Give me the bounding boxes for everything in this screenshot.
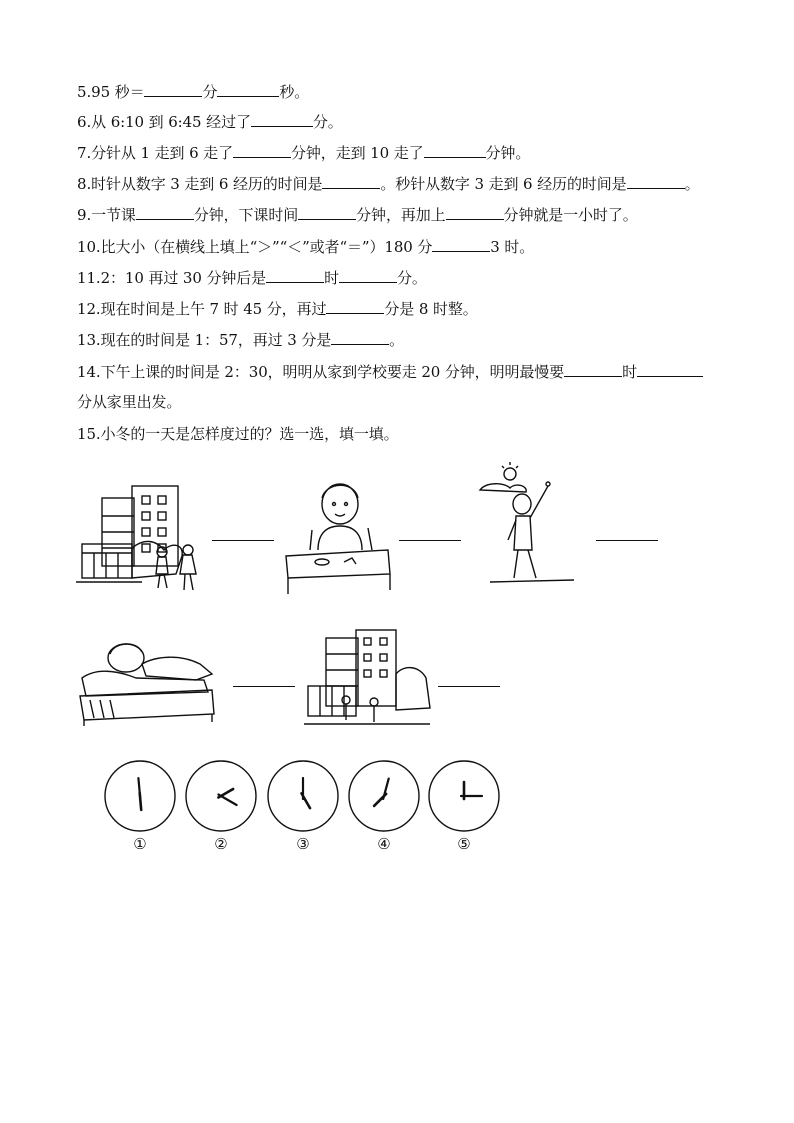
clock-2 — [183, 758, 259, 834]
scene-eating-at-table — [282, 478, 392, 596]
clock-5 — [426, 758, 502, 834]
question-14: 14.下午上课的时间是 2：30，明明从家到学校要走 20 分钟，明明最慢要 时 — [77, 362, 734, 382]
question-13: 13.现在的时间是 1：57，再过 3 分是 。 — [77, 331, 405, 349]
answer-blank[interactable] — [298, 205, 356, 220]
clock-label: ② — [214, 835, 228, 853]
answer-blank[interactable] — [136, 205, 194, 220]
scene-morning-exercise — [474, 460, 584, 588]
question-14-continued: 分从家里出发。 — [77, 393, 182, 411]
answer-line[interactable] — [399, 540, 461, 541]
answer-line[interactable] — [596, 540, 658, 541]
answer-blank[interactable] — [432, 237, 490, 252]
scene-leaving-school — [300, 624, 434, 736]
question-6: 6.从 6:10 到 6:45 经过了 分。 — [77, 113, 343, 131]
answer-blank[interactable] — [326, 299, 384, 314]
clock-label: ① — [133, 835, 147, 853]
scene-going-to-school — [72, 478, 210, 596]
answer-blank[interactable] — [331, 330, 389, 345]
clock-label: ④ — [377, 835, 391, 853]
answer-line[interactable] — [212, 540, 274, 541]
clock-3 — [265, 758, 341, 834]
answer-blank[interactable] — [144, 82, 202, 97]
answer-blank[interactable] — [339, 268, 397, 283]
clock-label: ⑤ — [457, 835, 471, 853]
answer-line[interactable] — [233, 686, 295, 687]
question-8: 8.时针从数字 3 走到 6 经历的时间是 。秒针从数字 3 走到 6 经历的时间是 。 — [77, 175, 700, 193]
answer-blank[interactable] — [251, 112, 313, 127]
answer-blank[interactable] — [637, 362, 703, 377]
question-10: 10.比大小（在横线上填上“＞”“＜”或者“＝”）180 分 3 时。 — [77, 238, 535, 256]
question-7: 7.分针从 1 走到 6 走了 分钟，走到 10 走了 分钟。 — [77, 144, 531, 162]
clock-4 — [346, 758, 422, 834]
question-11: 11.2：10 再过 30 分钟后是 时 分。 — [77, 269, 427, 287]
scene-sleeping-in-bed — [76, 634, 228, 728]
answer-blank[interactable] — [564, 362, 622, 377]
answer-blank[interactable] — [266, 268, 324, 283]
clock-2-minute-hand — [218, 795, 236, 806]
answer-line[interactable] — [438, 686, 500, 687]
question-9: 9.一节课 分钟，下课时间 分钟，再加上 分钟就是一小时了。 — [77, 206, 638, 224]
answer-blank[interactable] — [446, 205, 504, 220]
question-12: 12.现在时间是上午 7 时 45 分，再过 分是 8 时整。 — [77, 300, 478, 318]
clock-label: ③ — [296, 835, 310, 853]
answer-blank[interactable] — [627, 174, 685, 189]
answer-blank[interactable] — [322, 174, 380, 189]
answer-blank[interactable] — [424, 143, 486, 158]
answer-blank[interactable] — [217, 82, 279, 97]
question-5: 5.95 秒＝ 分 秒。 — [77, 83, 310, 101]
clock-1 — [102, 758, 178, 834]
answer-blank[interactable] — [233, 143, 291, 158]
question-15: 15.小冬的一天是怎样度过的？选一选，填一填。 — [77, 425, 399, 443]
